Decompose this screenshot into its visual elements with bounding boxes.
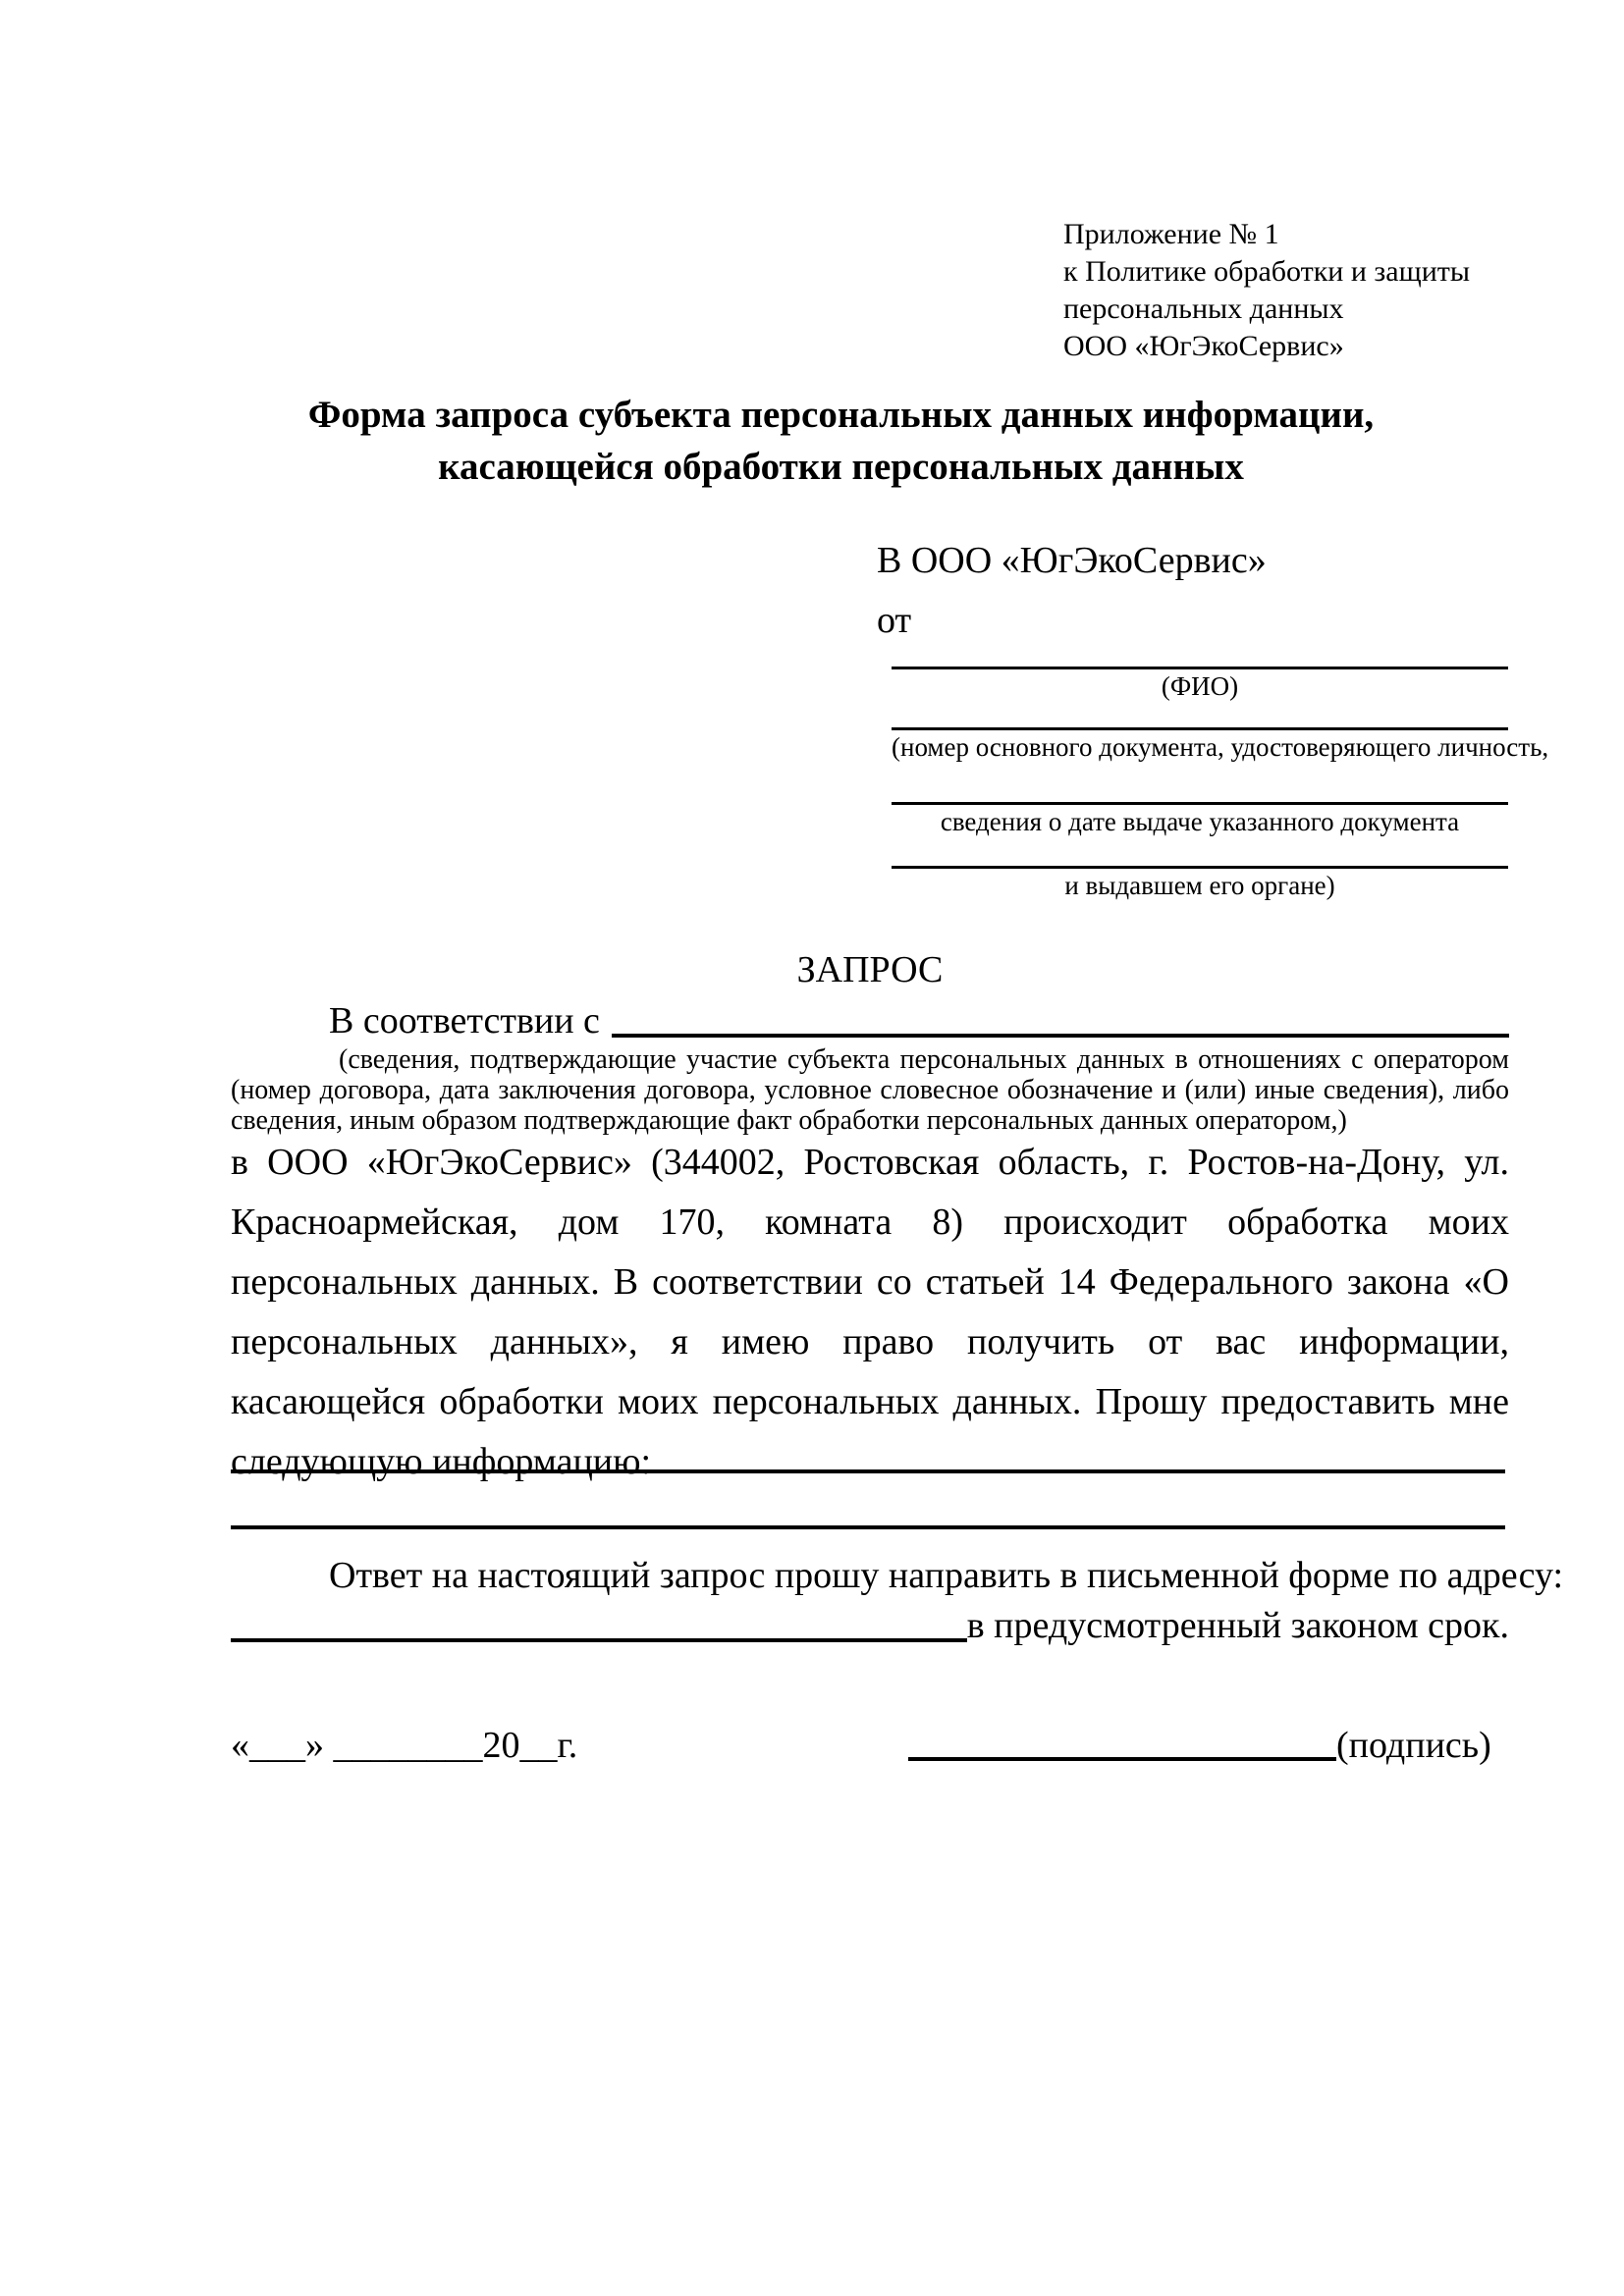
request-heading: ЗАПРОС xyxy=(796,949,944,990)
annex-header xyxy=(1063,216,1470,365)
issue-date-field xyxy=(892,802,1508,836)
address-input-line[interactable] xyxy=(231,1638,967,1642)
answer-tail: в предусмотренный законом срок. xyxy=(966,1605,1509,1646)
basis-row xyxy=(231,999,1509,1042)
signature-input-line[interactable] xyxy=(908,1757,1336,1761)
issuing-authority-field xyxy=(892,866,1508,900)
date-field[interactable]: «___» ________20__г. xyxy=(231,1725,578,1766)
signature-group xyxy=(908,1724,1491,1767)
annex-line: к Политике обработки и защиты xyxy=(1063,255,1471,288)
basis-note: (сведения, подтверждающие участие субъекта персональных данных в отношениях с оператором (номер договора, дата заключения договора, условное словесное обозначение и (или) иные сведения), либо сведения, иным образом подтверждающие факт обработки персональных данных оператором,) xyxy=(231,1044,1509,1136)
request-body: в ООО «ЮгЭкоСервис» (344002, Ростовская область, г. Ростов-на-Дону, ул. Красноармейская, дом 170, комната 8) происходит обработка моих персональных данных. В соответствии со статьей 14 Федерального закона «О персональных данных», я имею право получить от вас информации, касающейся обработки моих персональных данных. Прошу предоставить мне следующую информацию: xyxy=(231,1142,1509,1482)
issuing-authority-caption: и выдавшем его органе) xyxy=(1064,871,1335,900)
from-label: от xyxy=(877,600,912,641)
document-number-caption: (номер основного документа, удостоверяющего личность, xyxy=(892,732,1549,762)
answer-address-row xyxy=(231,1604,1509,1647)
answer-text: Ответ на настоящий запрос прошу направить в письменной форме по адресу: xyxy=(329,1555,1564,1596)
basis-label: В соответствии с xyxy=(329,1000,600,1041)
document-number-field xyxy=(892,727,1549,762)
fio-field xyxy=(892,667,1508,701)
signature-caption: (подпись) xyxy=(1336,1725,1491,1766)
form-title-line-1: Форма запроса субъекта персональных данных информации, xyxy=(307,394,1375,436)
form-title-line-2: касающейся обработки персональных данных xyxy=(438,446,1244,488)
form-title xyxy=(173,389,1509,493)
addressee-line: В ООО «ЮгЭкоСервис» xyxy=(877,540,1267,581)
info-request-input-line-2[interactable] xyxy=(231,1525,1505,1529)
fio-caption: (ФИО) xyxy=(1161,671,1239,701)
issue-date-caption: сведения о дате выдаче указанного документа xyxy=(940,807,1460,836)
annex-line: Приложение № 1 xyxy=(1063,218,1279,250)
basis-input-line[interactable] xyxy=(612,1034,1509,1038)
annex-line: ООО «ЮгЭкоСервис» xyxy=(1063,330,1344,362)
info-request-input-line-1[interactable] xyxy=(231,1469,1505,1473)
annex-line: персональных данных xyxy=(1063,293,1344,325)
